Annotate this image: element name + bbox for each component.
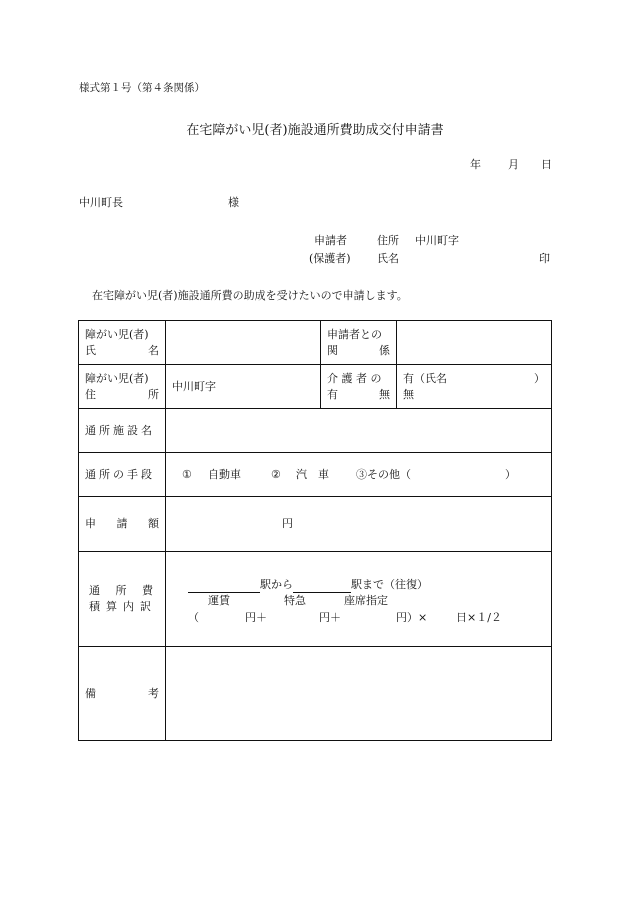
- fare-yen: 円＋: [245, 611, 267, 624]
- fare-breakdown-field[interactable]: [166, 552, 552, 647]
- seal-mark: 印: [539, 252, 550, 265]
- name-label: 氏名: [377, 252, 399, 265]
- amount-field[interactable]: [166, 497, 552, 552]
- facility-name-label: 通所施設名: [79, 409, 166, 453]
- table-row: [79, 647, 552, 741]
- facility-name-field[interactable]: [166, 409, 552, 453]
- option-train-number: ②: [271, 468, 281, 481]
- table-row: [79, 453, 552, 497]
- reserved-yen: 円）×: [396, 611, 428, 624]
- application-statement: 在宅障がい児(者)施設通所費の助成を受けたいので申請します。: [92, 289, 408, 302]
- option-train: 汽 車: [296, 468, 329, 481]
- fare-breakdown-label: 通 所 費 積算内訳: [79, 552, 166, 647]
- application-form-table: [78, 320, 552, 741]
- amount-label: 申 請 額: [79, 497, 166, 552]
- fare-label: 運賃: [208, 594, 230, 607]
- guardian-label: (保護者): [309, 252, 351, 265]
- table-row: [79, 321, 552, 365]
- transport-options[interactable]: [166, 453, 552, 497]
- table-row: [79, 409, 552, 453]
- remarks-field[interactable]: [166, 647, 552, 741]
- applicant-label: 申請者: [314, 234, 347, 247]
- address-value: 中川町字: [415, 234, 459, 247]
- child-name-label: 障がい児(者) 氏 名: [79, 321, 166, 365]
- child-address-label: 障がい児(者) 住 所: [79, 365, 166, 409]
- date-month: 月: [508, 158, 519, 171]
- date-day: 日: [541, 158, 552, 171]
- to-station-blank[interactable]: [293, 579, 351, 593]
- date-year: 年: [470, 158, 481, 171]
- document-title: 在宅障がい児(者)施設通所費助成交付申請書: [186, 123, 444, 138]
- from-station-blank[interactable]: [188, 579, 260, 593]
- address-label: 住所: [377, 234, 399, 247]
- option-car: 自動車: [208, 468, 241, 481]
- child-address-field[interactable]: 中川町字: [166, 365, 321, 409]
- days-half: 日×１/２: [456, 611, 502, 624]
- relation-field[interactable]: [397, 321, 552, 365]
- reserved-seat-label: 座席指定: [344, 594, 388, 607]
- table-row: [79, 497, 552, 552]
- form-number: 様式第１号（第４条関係）: [79, 82, 205, 94]
- table-row: [79, 365, 552, 409]
- caregiver-field[interactable]: 有（氏名 ） 無: [397, 365, 552, 409]
- express-yen: 円＋: [319, 611, 341, 624]
- child-name-field[interactable]: [166, 321, 321, 365]
- paren-open: （: [188, 611, 199, 624]
- caregiver-label: 介 護 者 の 有 無: [321, 365, 397, 409]
- table-row: [79, 552, 552, 647]
- addressee-name: 中川町長: [79, 196, 123, 209]
- transport-label: 通所の手段: [79, 453, 166, 497]
- option-other-close: ）: [505, 468, 516, 481]
- relation-label: 申請者との 関 係: [321, 321, 397, 365]
- addressee-honorific: 様: [228, 196, 239, 209]
- express-label: 特急: [284, 594, 306, 607]
- amount-unit: 円: [282, 517, 293, 530]
- remarks-label: 備 考: [79, 647, 166, 741]
- option-other: ③その他（: [356, 468, 411, 481]
- option-car-number: ①: [182, 468, 192, 481]
- route-line: 駅から 駅まで（往復）: [188, 577, 428, 593]
